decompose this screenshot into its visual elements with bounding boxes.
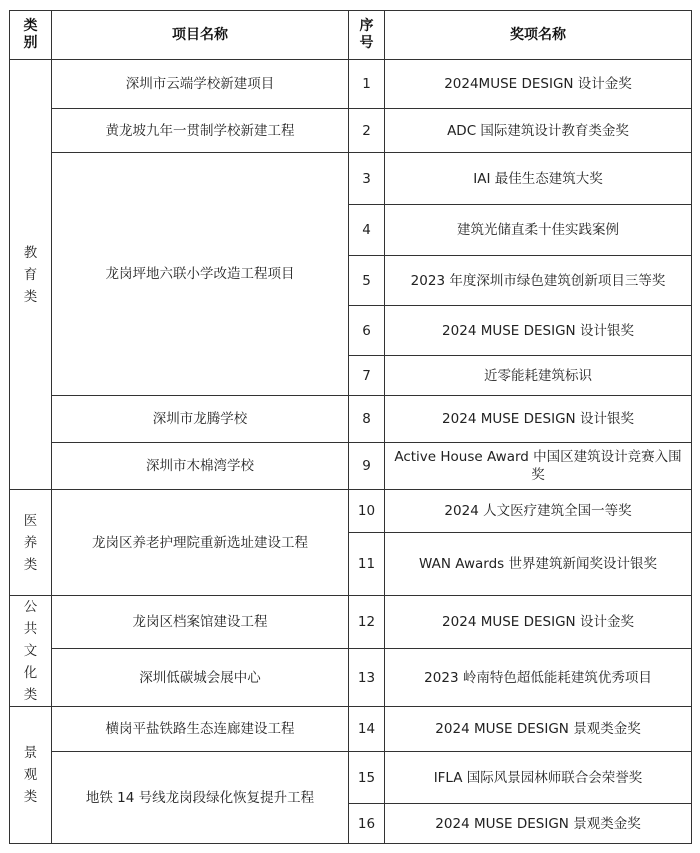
header-project: 项目名称 — [52, 11, 349, 60]
project-cell: 深圳市龙腾学校 — [52, 396, 349, 443]
award-cell: ADC 国际建筑设计教育类金奖 — [385, 109, 692, 153]
index-cell: 3 — [349, 153, 385, 205]
award-cell: 2024 MUSE DESIGN 设计银奖 — [385, 306, 692, 356]
index-cell: 7 — [349, 356, 385, 396]
index-cell: 2 — [349, 109, 385, 153]
awards-table — [9, 10, 692, 844]
index-cell: 14 — [349, 707, 385, 752]
project-cell: 龙岗区档案馆建设工程 — [52, 596, 349, 649]
project-cell: 深圳市云端学校新建项目 — [52, 60, 349, 109]
index-cell: 6 — [349, 306, 385, 356]
header-index: 序号 — [349, 11, 385, 60]
index-cell: 11 — [349, 533, 385, 596]
index-cell: 13 — [349, 649, 385, 707]
project-cell: 黄龙坡九年一贯制学校新建工程 — [52, 109, 349, 153]
index-cell: 4 — [349, 205, 385, 256]
category-cell: 景观类 — [10, 707, 52, 844]
index-cell: 12 — [349, 596, 385, 649]
project-cell: 龙岗坪地六联小学改造工程项目 — [52, 153, 349, 396]
header-category: 类别 — [10, 11, 52, 60]
index-cell: 1 — [349, 60, 385, 109]
table-row — [10, 60, 692, 109]
table-row — [10, 109, 692, 153]
award-cell: 2023 岭南特色超低能耗建筑优秀项目 — [385, 649, 692, 707]
award-cell: WAN Awards 世界建筑新闻奖设计银奖 — [385, 533, 692, 596]
index-cell: 8 — [349, 396, 385, 443]
award-cell: 2024 MUSE DESIGN 景观类金奖 — [385, 707, 692, 752]
project-cell: 深圳低碳城会展中心 — [52, 649, 349, 707]
award-cell: 建筑光储直柔十佳实践案例 — [385, 205, 692, 256]
table-row — [10, 443, 692, 490]
index-cell: 10 — [349, 490, 385, 533]
index-cell: 15 — [349, 752, 385, 804]
table-row — [10, 596, 692, 649]
table-row — [10, 396, 692, 443]
project-cell: 龙岗区养老护理院重新选址建设工程 — [52, 490, 349, 596]
award-cell: Active House Award 中国区建筑设计竞赛入围奖 — [385, 443, 692, 490]
table-row — [10, 490, 692, 533]
award-cell: IAI 最佳生态建筑大奖 — [385, 153, 692, 205]
index-cell: 9 — [349, 443, 385, 490]
category-cell: 医养类 — [10, 490, 52, 596]
table-row — [10, 752, 692, 804]
header-award: 奖项名称 — [385, 11, 692, 60]
award-cell: IFLA 国际风景园林师联合会荣誉奖 — [385, 752, 692, 804]
award-cell: 2024 人文医疗建筑全国一等奖 — [385, 490, 692, 533]
index-cell: 5 — [349, 256, 385, 306]
table-row — [10, 707, 692, 752]
award-cell: 2024 MUSE DESIGN 景观类金奖 — [385, 804, 692, 844]
project-cell: 深圳市木棉湾学校 — [52, 443, 349, 490]
award-cell: 2024 MUSE DESIGN 设计银奖 — [385, 396, 692, 443]
category-cell: 教育类 — [10, 60, 52, 490]
table-row — [10, 153, 692, 205]
award-cell: 2024 MUSE DESIGN 设计金奖 — [385, 596, 692, 649]
table-row — [10, 649, 692, 707]
award-cell: 2023 年度深圳市绿色建筑创新项目三等奖 — [385, 256, 692, 306]
project-cell: 横岗平盐铁路生态连廊建设工程 — [52, 707, 349, 752]
index-cell: 16 — [349, 804, 385, 844]
project-cell: 地铁 14 号线龙岗段绿化恢复提升工程 — [52, 752, 349, 844]
award-cell: 近零能耗建筑标识 — [385, 356, 692, 396]
category-cell: 公共文化类 — [10, 596, 52, 707]
header-row — [10, 11, 692, 60]
award-cell: 2024MUSE DESIGN 设计金奖 — [385, 60, 692, 109]
